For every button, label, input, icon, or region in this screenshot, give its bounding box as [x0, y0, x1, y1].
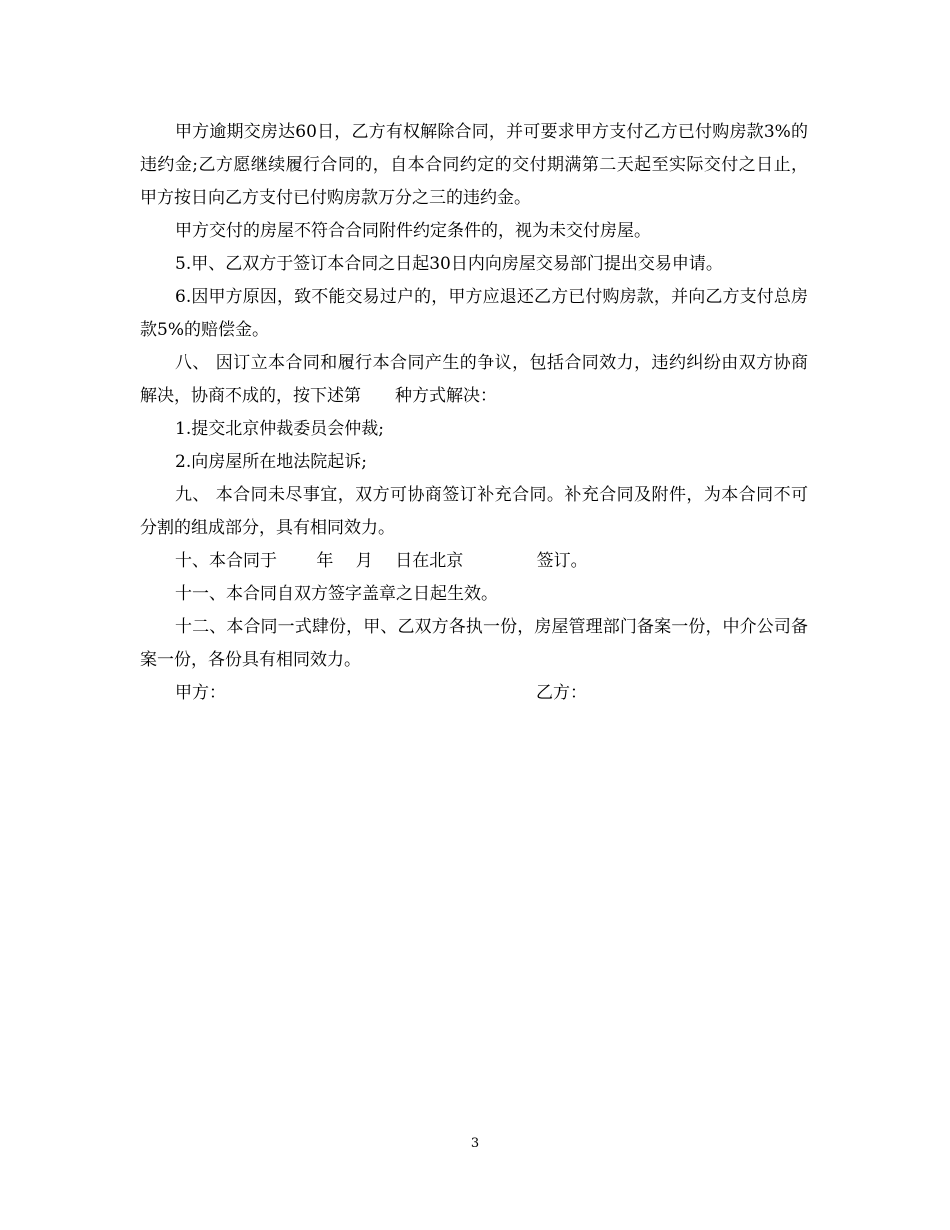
- paragraph-option-2-litigation: 2.向房屋所在地法院起诉;: [175, 452, 367, 472]
- paragraph-clause-11-effective-date: 十一、本合同自双方签字盖章之日起生效。: [175, 584, 498, 604]
- paragraph-clause-10-signing-date-place: 十、本合同于 年 月 日在北京 签订。: [175, 551, 588, 571]
- paragraph-clause-12-copies: 十二、本合同一式肆份，甲、乙双方各执一份，房屋管理部门备案一份，中介公司备案一份，各份具有相同效力。: [140, 617, 808, 670]
- signature-party-b-label: 乙方：: [536, 683, 587, 703]
- signature-row: [140, 677, 808, 710]
- signature-party-a-label: 甲方：: [175, 683, 226, 703]
- paragraph-clause-9-supplementary-contract: 九、 本合同未尽事宜，双方可协商签订补充合同。补充合同及附件，为本合同不可分割的组成部分，具有相同效力。: [140, 485, 808, 538]
- paragraph-clause-8-dispute-resolution: 八、 因订立本合同和履行本合同产生的争议，包括合同效力，违约纠纷由双方协商解决，协商不成的，按下述第 种方式解决：: [140, 353, 808, 406]
- paragraph-clause-5-transaction-application: 5.甲、乙双方于签订本合同之日起30日内向房屋交易部门提出交易申请。: [175, 254, 723, 274]
- paragraph-option-1-arbitration: 1.提交北京仲裁委员会仲裁;: [175, 419, 384, 439]
- paragraph-clause-6-refund-compensation: 6.因甲方原因，致不能交易过户的，甲方应退还乙方已付购房款，并向乙方支付总房款5%的赔偿金。: [140, 287, 808, 340]
- paragraph-nonconforming-delivery: 甲方交付的房屋不符合合同附件约定条件的，视为未交付房屋。: [175, 221, 651, 241]
- paragraph-late-delivery-penalty: 甲方逾期交房达60日，乙方有权解除合同，并可要求甲方支付乙方已付购房款3%的违约金;乙方愿继续履行合同的，自本合同约定的交付期满第二天起至实际交付之日止，甲方按日向乙方支付已付购房款万分之三的违约金。: [140, 122, 808, 208]
- page-number: 3: [470, 1136, 480, 1151]
- document-body: [140, 116, 808, 710]
